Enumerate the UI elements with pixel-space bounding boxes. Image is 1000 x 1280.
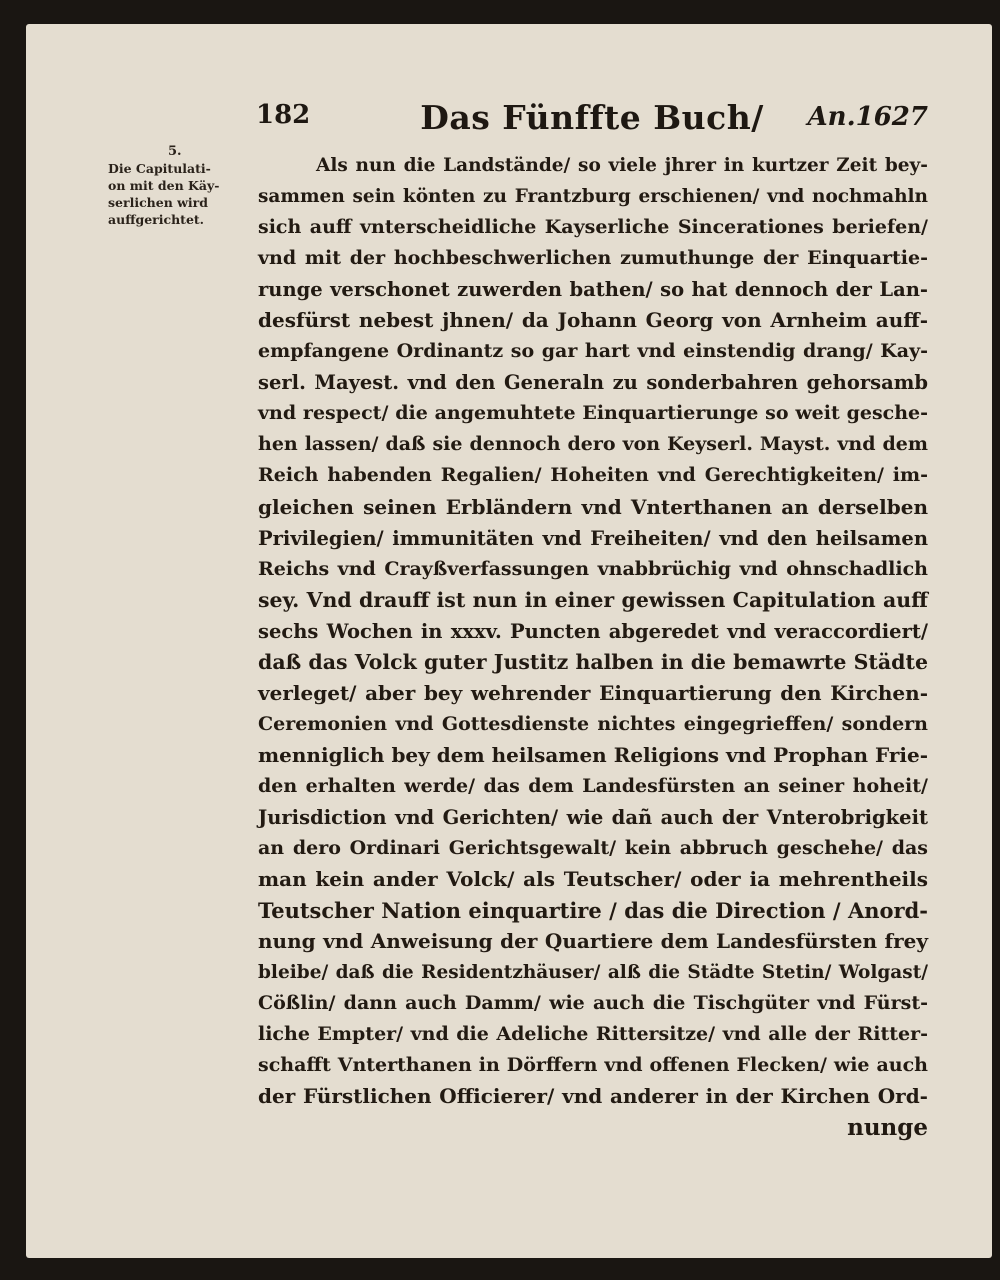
text-line: Teutscher Nation einquartire / das die Direction / Anord-: [258, 898, 928, 924]
text-line: menniglich bey dem heilsamen Religions vnd Prophan Frie-: [258, 742, 928, 767]
text-line: runge verschonet zuwerden bathen/ so hat dennoch der Lan-: [258, 278, 928, 302]
marginal-note-line: auffgerichtet.: [108, 212, 205, 227]
marginal-note-line: Die Capitulati-: [108, 161, 211, 176]
text-line: den erhalten werde/ das dem Landesfürsten an seiner hoheit/: [258, 774, 928, 797]
marginal-note-line: on mit den Käy-: [108, 178, 220, 193]
text-line: Privilegien/ immunitäten vnd Freiheiten/ vnd den heilsamen: [258, 526, 928, 550]
text-line: empfangene Ordinantz so gar hart vnd einstendig drang/ Kay-: [258, 340, 928, 363]
text-line: vnd mit der hochbeschwerlichen zumuthunge der Einquartie-: [258, 247, 928, 270]
text-line: sammen sein könten zu Frantzburg erschienen/ vnd nochmahln: [258, 186, 928, 208]
text-line: man kein ander Volck/ als Teutscher/ oder ia mehrentheils: [258, 867, 928, 892]
text-line: nung vnd Anweisung der Quartiere dem Landesfürsten frey: [258, 929, 928, 954]
marginal-note-line: serlichen wird: [108, 195, 208, 210]
year-marker: An.1627: [807, 102, 928, 132]
text-line: hen lassen/ daß sie dennoch dero von Keyserl. Mayst. vnd dem: [258, 433, 928, 456]
text-line: schafft Vnterthanen in Dörffern vnd offenen Flecken/ wie auch: [258, 1054, 928, 1077]
page-number: 182: [256, 100, 311, 130]
text-line: gleichen seinen Erbländern vnd Vnterthanen an derselben: [258, 494, 928, 519]
text-line: Als nun die Landstände/ so viele jhrer in kurtzer Zeit bey-: [316, 155, 928, 176]
text-line: an dero Ordinari Gerichtsgewalt/ kein abbruch geschehe/ das: [258, 837, 928, 860]
text-line: vnd respect/ die angemuhtete Einquartierunge so weit gesche-: [258, 402, 928, 425]
text-line: Cößlin/ dann auch Damm/ wie auch die Tischgüter vnd Fürst-: [258, 992, 928, 1015]
running-title: Das Fünffte Buch/: [420, 98, 764, 137]
body-text: [258, 150, 928, 1144]
text-line: Reichs vnd Crayßverfassungen vnabbrüchig vnd ohnschadlich: [258, 557, 928, 580]
text-line: desfürst nebest jhnen/ da Johann Georg von Arnheim auff-: [258, 308, 928, 333]
text-line: Ceremonien vnd Gottesdienste nichtes eingegrieffen/ sondern: [258, 712, 928, 735]
text-line: bleibe/ daß die Residentzhäuser/ alß die Städte Stetin/ Wolgast/: [258, 962, 928, 984]
text-line: der Fürstlichen Officierer/ vnd anderer in der Kirchen Ord-: [258, 1084, 928, 1109]
marginal-note-number: 5.: [168, 144, 182, 159]
catchword: nunge: [847, 1114, 928, 1142]
text-line: verleget/ aber bey wehrender Einquartierung den Kirchen-: [258, 680, 928, 705]
text-line: sey. Vnd drauff ist nun in einer gewissen Capitulation auff: [258, 587, 928, 612]
text-line: Jurisdiction vnd Gerichten/ wie dañ auch der Vnterobrigkeit: [258, 805, 928, 829]
text-line: daß das Volck guter Justitz halben in die bemawrte Städte: [258, 649, 928, 674]
text-line: serl. Mayest. vnd den Generaln zu sonderbahren gehorsamb: [258, 371, 928, 395]
text-line: Reich habenden Regalien/ Hoheiten vnd Gerechtigkeiten/ im-: [258, 464, 928, 487]
page-header: [256, 98, 928, 144]
text-line: sich auff vnterscheidliche Kayserliche Sincerationes beriefen/: [258, 216, 928, 239]
text-line: liche Empter/ vnd die Adeliche Rittersitze/ vnd alle der Ritter-: [258, 1023, 928, 1046]
text-line: sechs Wochen in xxxv. Puncten abgeredet vnd veraccordiert/: [258, 619, 928, 643]
marginal-note: [108, 143, 256, 228]
